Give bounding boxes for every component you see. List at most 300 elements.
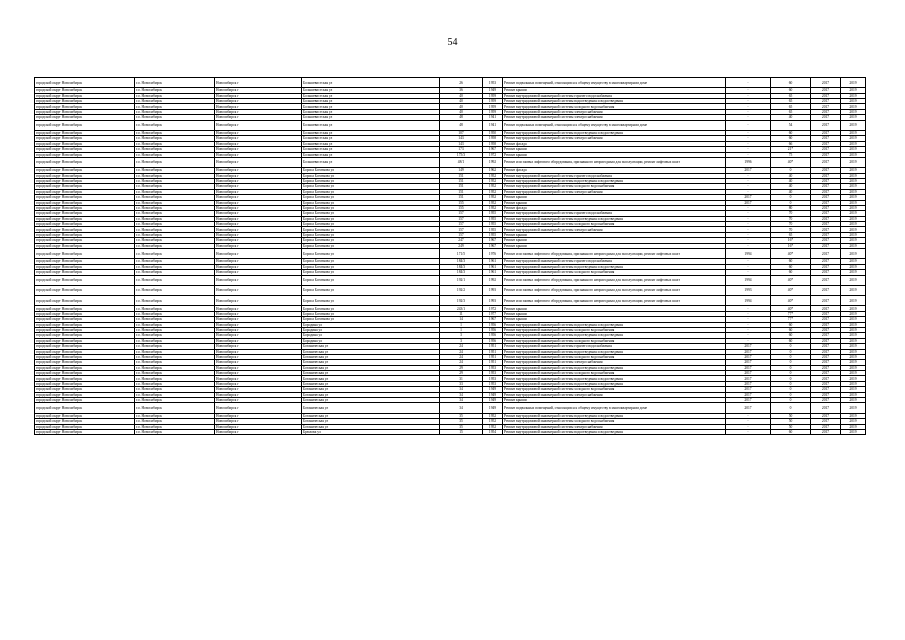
street-cell: Бориса Богаткова ул: [302, 195, 440, 200]
table-row: [35, 429, 866, 434]
district-cell: городской округ Новосибирск: [35, 365, 135, 370]
to-year-cell: 2019: [841, 403, 866, 413]
year-cell: 1955: [483, 222, 503, 227]
street-cell: Большевистская ул: [302, 157, 440, 167]
street-cell: Бориса Богаткова ул: [302, 184, 440, 189]
year-cell: 1952: [483, 413, 503, 418]
cost-cell: -: [726, 259, 771, 264]
to-year-cell: 2019: [841, 264, 866, 269]
house-cell: 184/3: [440, 270, 483, 275]
num-cell: 0: [771, 398, 811, 403]
cost-cell: -: [726, 270, 771, 275]
locality-cell: г.о. Новосибирск: [135, 130, 215, 135]
work-cell: Ремонт внутридомовой инженерной системы горячего водоснабжения: [503, 93, 726, 98]
from-year-cell: 2017: [811, 354, 841, 359]
house-cell: 34: [440, 403, 483, 413]
cost-cell: 2017: [726, 381, 771, 386]
num-cell: 40: [771, 189, 811, 194]
year-cell: 1956: [483, 327, 503, 332]
num-cell: 0: [771, 349, 811, 354]
locality-cell: г.о. Новосибирск: [135, 152, 215, 157]
district-cell: городской округ Новосибирск: [35, 322, 135, 327]
work-cell: Ремонт внутридомовой инженерной системы водоотведения и водоотведения: [503, 216, 726, 221]
locality-cell: г.о. Новосибирск: [135, 93, 215, 98]
locality-cell: г.о. Новосибирск: [135, 381, 215, 386]
year-cell: 1952: [483, 419, 503, 424]
district-cell: городской округ Новосибирск: [35, 392, 135, 397]
street-cell: Бородина ул: [302, 327, 440, 332]
num-cell: 0: [771, 371, 811, 376]
table-row: [35, 403, 866, 413]
year-cell: 1967: [483, 243, 503, 248]
year-cell: 1952: [483, 184, 503, 189]
house-cell: 247: [440, 238, 483, 243]
to-year-cell: 2019: [841, 296, 866, 306]
num-cell: 60: [771, 78, 811, 88]
locality-cell: г.о. Новосибирск: [135, 275, 215, 285]
work-cell: Ремонт или замена лифтового оборудования, признанного непригодным для эксплуатации, ремонт лифтовых шахт: [503, 275, 726, 285]
cost-cell: 2017: [726, 376, 771, 381]
house-cell: 173: [440, 147, 483, 152]
from-year-cell: 2017: [811, 205, 841, 210]
locality-cell: г.о. Новосибирск: [135, 365, 215, 370]
house-cell: 29: [440, 371, 483, 376]
from-year-cell: 2017: [811, 136, 841, 141]
street-cell: Бориса Богаткова ул: [302, 285, 440, 295]
work-cell: Ремонт крыши: [503, 152, 726, 157]
work-cell: Ремонт крыши: [503, 147, 726, 152]
to-year-cell: 2019: [841, 259, 866, 264]
num-cell: 0: [771, 365, 811, 370]
from-year-cell: 2017: [811, 120, 841, 130]
city-cell: Новосибирск г: [215, 211, 302, 216]
from-year-cell: 2017: [811, 371, 841, 376]
locality-cell: г.о. Новосибирск: [135, 296, 215, 306]
city-cell: Новосибирск г: [215, 349, 302, 354]
work-cell: Ремонт внутридомовой инженерной системы электроснабжения: [503, 136, 726, 141]
city-cell: Новосибирск г: [215, 322, 302, 327]
city-cell: Новосибирск г: [215, 306, 302, 311]
from-year-cell: 2017: [811, 296, 841, 306]
num-cell: 60: [771, 136, 811, 141]
house-cell: 11: [440, 311, 483, 316]
capital-repair-table: [34, 77, 866, 435]
cost-cell: 1996: [726, 157, 771, 167]
cost-cell: -: [726, 120, 771, 130]
cost-cell: -: [726, 419, 771, 424]
house-cell: 24: [440, 360, 483, 365]
cost-cell: -: [726, 78, 771, 88]
house-cell: 35: [440, 424, 483, 429]
locality-cell: г.о. Новосибирск: [135, 349, 215, 354]
to-year-cell: 2019: [841, 381, 866, 386]
locality-cell: г.о. Новосибирск: [135, 109, 215, 114]
street-cell: Ботаническая ул: [302, 365, 440, 370]
city-cell: Новосибирск г: [215, 387, 302, 392]
num-cell: 65: [771, 99, 811, 104]
to-year-cell: 2019: [841, 275, 866, 285]
num-cell: 40*: [771, 275, 811, 285]
district-cell: городской округ Новосибирск: [35, 270, 135, 275]
work-cell: Ремонт внутридомовой инженерной системы электроснабжения: [503, 115, 726, 120]
num-cell: 65: [771, 109, 811, 114]
from-year-cell: 2017: [811, 376, 841, 381]
house-cell: 157: [440, 227, 483, 232]
num-cell: 40*: [771, 296, 811, 306]
from-year-cell: 2017: [811, 104, 841, 109]
to-year-cell: 2019: [841, 344, 866, 349]
work-cell: Ремонт внутридомовой инженерной системы электроснабжения: [503, 227, 726, 232]
year-cell: 1949: [483, 398, 503, 403]
city-cell: Новосибирск г: [215, 296, 302, 306]
house-cell: 143: [440, 136, 483, 141]
work-cell: Ремонт фасада: [503, 168, 726, 173]
district-cell: городской округ Новосибирск: [35, 419, 135, 424]
from-year-cell: 2017: [811, 349, 841, 354]
work-cell: Ремонт внутридомовой инженерной системы холодного водоснабжения: [503, 354, 726, 359]
from-year-cell: 2017: [811, 109, 841, 114]
year-cell: 1976: [483, 249, 503, 259]
street-cell: Ботаническая ул: [302, 371, 440, 376]
table-row: [35, 157, 866, 167]
to-year-cell: 2019: [841, 349, 866, 354]
street-cell: Бориса Богаткова ул: [302, 205, 440, 210]
locality-cell: г.о. Новосибирск: [135, 371, 215, 376]
from-year-cell: 2017: [811, 88, 841, 93]
num-cell: 0: [771, 403, 811, 413]
cost-cell: -: [726, 109, 771, 114]
to-year-cell: 2019: [841, 238, 866, 243]
year-cell: 1949: [483, 387, 503, 392]
house-cell: 107: [440, 130, 483, 135]
street-cell: Большевистская ул: [302, 141, 440, 146]
work-cell: Ремонт внутридомовой инженерной системы электроснабжения: [503, 109, 726, 114]
year-cell: 1952: [483, 200, 503, 205]
num-cell: 40: [771, 115, 811, 120]
year-cell: 1949: [483, 392, 503, 397]
num-cell: 0: [771, 381, 811, 386]
house-cell: 157: [440, 211, 483, 216]
num-cell: 65: [771, 93, 811, 98]
num-cell: 0: [771, 168, 811, 173]
year-cell: 1959: [483, 93, 503, 98]
locality-cell: г.о. Новосибирск: [135, 317, 215, 322]
street-cell: Большевистская ул: [302, 152, 440, 157]
num-cell: 60: [771, 270, 811, 275]
street-cell: Бориса Богаткова ул: [302, 317, 440, 322]
cost-cell: -: [726, 184, 771, 189]
house-cell: 151: [440, 195, 483, 200]
city-cell: Новосибирск г: [215, 270, 302, 275]
street-cell: Бориса Богаткова ул: [302, 168, 440, 173]
to-year-cell: 2019: [841, 413, 866, 418]
year-cell: 1952: [483, 178, 503, 183]
house-cell: 24: [440, 344, 483, 349]
district-cell: городской округ Новосибирск: [35, 168, 135, 173]
from-year-cell: 2017: [811, 322, 841, 327]
district-cell: городской округ Новосибирск: [35, 189, 135, 194]
district-cell: городской округ Новосибирск: [35, 227, 135, 232]
work-cell: Ремонт внутридомовой инженерной системы холодного водоснабжения: [503, 419, 726, 424]
to-year-cell: 2019: [841, 227, 866, 232]
from-year-cell: 2017: [811, 360, 841, 365]
city-cell: Новосибирск г: [215, 147, 302, 152]
street-cell: Бориса Богаткова ул: [302, 227, 440, 232]
city-cell: Новосибирск г: [215, 216, 302, 221]
city-cell: Новосибирск г: [215, 354, 302, 359]
work-cell: Ремонт внутридомовой инженерной системы горячего водоснабжения: [503, 211, 726, 216]
year-cell: 1950: [483, 130, 503, 135]
year-cell: 1953: [483, 381, 503, 386]
cost-cell: -: [726, 227, 771, 232]
house-cell: 48: [440, 115, 483, 120]
to-year-cell: 2019: [841, 136, 866, 141]
cost-cell: 1994: [726, 275, 771, 285]
district-cell: городской округ Новосибирск: [35, 317, 135, 322]
city-cell: Новосибирск г: [215, 264, 302, 269]
from-year-cell: 2017: [811, 152, 841, 157]
num-cell: 40*: [771, 157, 811, 167]
to-year-cell: 2019: [841, 371, 866, 376]
year-cell: 1977: [483, 311, 503, 316]
cost-cell: -: [726, 333, 771, 338]
city-cell: Новосибирск г: [215, 232, 302, 237]
num-cell: 60: [771, 338, 811, 343]
to-year-cell: 2019: [841, 147, 866, 152]
city-cell: Новосибирск г: [215, 93, 302, 98]
from-year-cell: 2017: [811, 211, 841, 216]
to-year-cell: 2019: [841, 78, 866, 88]
city-cell: Новосибирск г: [215, 392, 302, 397]
from-year-cell: 2017: [811, 216, 841, 221]
street-cell: Ботаническая ул: [302, 392, 440, 397]
district-cell: городской округ Новосибирск: [35, 349, 135, 354]
city-cell: Новосибирск г: [215, 227, 302, 232]
year-cell: 1961: [483, 264, 503, 269]
num-cell: 40: [771, 173, 811, 178]
year-cell: 1956: [483, 322, 503, 327]
num-cell: 60: [771, 88, 811, 93]
cost-cell: -: [726, 136, 771, 141]
from-year-cell: 2017: [811, 115, 841, 120]
to-year-cell: 2019: [841, 354, 866, 359]
district-cell: городской округ Новосибирск: [35, 222, 135, 227]
house-cell: 175/3: [440, 152, 483, 157]
city-cell: Новосибирск г: [215, 360, 302, 365]
table-row: [35, 285, 866, 295]
house-cell: 34: [440, 398, 483, 403]
to-year-cell: 2019: [841, 168, 866, 173]
year-cell: 1967: [483, 147, 503, 152]
work-cell: Ремонт фасада: [503, 141, 726, 146]
district-cell: городской округ Новосибирск: [35, 130, 135, 135]
to-year-cell: 2019: [841, 311, 866, 316]
district-cell: городской округ Новосибирск: [35, 109, 135, 114]
street-cell: Бородина ул: [302, 333, 440, 338]
num-cell: 0: [771, 387, 811, 392]
house-cell: 40: [440, 109, 483, 114]
work-cell: Ремонт крыши: [503, 238, 726, 243]
city-cell: Новосибирск г: [215, 333, 302, 338]
district-cell: городской округ Новосибирск: [35, 88, 135, 93]
district-cell: городской округ Новосибирск: [35, 99, 135, 104]
street-cell: Бориса Богаткова ул: [302, 200, 440, 205]
cost-cell: 1994: [726, 296, 771, 306]
from-year-cell: 2017: [811, 392, 841, 397]
house-cell: 40: [440, 99, 483, 104]
locality-cell: г.о. Новосибирск: [135, 157, 215, 167]
locality-cell: г.о. Новосибирск: [135, 354, 215, 359]
house-cell: 151: [440, 178, 483, 183]
work-cell: Ремонт фасада: [503, 205, 726, 210]
num-cell: 70: [771, 216, 811, 221]
work-cell: Ремонт внутридомовой инженерной системы горячего водоснабжения: [503, 259, 726, 264]
work-cell: Ремонт внутридомовой инженерной системы холодного водоснабжения: [503, 222, 726, 227]
locality-cell: г.о. Новосибирск: [135, 232, 215, 237]
district-cell: городской округ Новосибирск: [35, 205, 135, 210]
table-row: [35, 275, 866, 285]
to-year-cell: 2019: [841, 392, 866, 397]
district-cell: городской округ Новосибирск: [35, 216, 135, 221]
cost-cell: -: [726, 243, 771, 248]
district-cell: городской округ Новосибирск: [35, 147, 135, 152]
from-year-cell: 2017: [811, 93, 841, 98]
num-cell: 0: [771, 354, 811, 359]
work-cell: Ремонт подвальных помещений, относящихся к общему имуществу в многоквартирном доме: [503, 120, 726, 130]
cost-cell: 1994: [726, 249, 771, 259]
street-cell: Большевистская ул: [302, 115, 440, 120]
street-cell: Большевистская ул: [302, 88, 440, 93]
city-cell: Новосибирск г: [215, 317, 302, 322]
to-year-cell: 2019: [841, 424, 866, 429]
cost-cell: 2017: [726, 354, 771, 359]
city-cell: Новосибирск г: [215, 429, 302, 434]
to-year-cell: 2019: [841, 195, 866, 200]
street-cell: Ботаническая ул: [302, 424, 440, 429]
to-year-cell: 2019: [841, 232, 866, 237]
city-cell: Новосибирск г: [215, 173, 302, 178]
city-cell: Новосибирск г: [215, 327, 302, 332]
locality-cell: г.о. Новосибирск: [135, 424, 215, 429]
from-year-cell: 2017: [811, 173, 841, 178]
to-year-cell: 2019: [841, 104, 866, 109]
cost-cell: -: [726, 413, 771, 418]
city-cell: Новосибирск г: [215, 222, 302, 227]
num-cell: 0: [771, 200, 811, 205]
work-cell: Ремонт подвальных помещений, относящихся к общему имуществу в многоквартирном доме: [503, 403, 726, 413]
city-cell: Новосибирск г: [215, 205, 302, 210]
district-cell: городской округ Новосибирск: [35, 381, 135, 386]
cost-cell: -: [726, 88, 771, 93]
from-year-cell: 2017: [811, 344, 841, 349]
locality-cell: г.о. Новосибирск: [135, 216, 215, 221]
street-cell: Большевистская ул: [302, 93, 440, 98]
district-cell: городской округ Новосибирск: [35, 195, 135, 200]
from-year-cell: 2017: [811, 184, 841, 189]
street-cell: Бориса Богаткова ул: [302, 270, 440, 275]
cost-cell: 2017: [726, 392, 771, 397]
street-cell: Ботаническая ул: [302, 387, 440, 392]
work-cell: Ремонт внутридомовой инженерной системы горячего водоснабжения: [503, 173, 726, 178]
from-year-cell: 2017: [811, 168, 841, 173]
year-cell: 1951: [483, 354, 503, 359]
work-cell: Ремонт крыши: [503, 311, 726, 316]
district-cell: городской округ Новосибирск: [35, 371, 135, 376]
to-year-cell: 2019: [841, 270, 866, 275]
house-cell: 24: [440, 349, 483, 354]
locality-cell: г.о. Новосибирск: [135, 344, 215, 349]
to-year-cell: 2019: [841, 88, 866, 93]
to-year-cell: 2019: [841, 429, 866, 434]
locality-cell: г.о. Новосибирск: [135, 327, 215, 332]
locality-cell: г.о. Новосибирск: [135, 413, 215, 418]
work-cell: Ремонт внутридомовой инженерной системы холодного водоснабжения: [503, 184, 726, 189]
cost-cell: -: [726, 104, 771, 109]
district-cell: городской округ Новосибирск: [35, 333, 135, 338]
city-cell: Новосибирск г: [215, 311, 302, 316]
district-cell: городской округ Новосибирск: [35, 141, 135, 146]
work-cell: Ремонт крыши: [503, 232, 726, 237]
to-year-cell: 2019: [841, 120, 866, 130]
district-cell: городской округ Новосибирск: [35, 275, 135, 285]
locality-cell: г.о. Новосибирск: [135, 205, 215, 210]
street-cell: Бориса Богаткова ул: [302, 259, 440, 264]
work-cell: Ремонт внутридомовой инженерной системы электроснабжения: [503, 424, 726, 429]
cost-cell: -: [726, 222, 771, 227]
house-cell: 157: [440, 222, 483, 227]
num-cell: 50: [771, 419, 811, 424]
cost-cell: -: [726, 424, 771, 429]
house-cell: 151: [440, 184, 483, 189]
num-cell: 70: [771, 222, 811, 227]
cost-cell: -: [726, 115, 771, 120]
house-cell: 171/5: [440, 249, 483, 259]
street-cell: Бориса Богаткова ул: [302, 249, 440, 259]
cost-cell: -: [726, 317, 771, 322]
street-cell: Бориса Богаткова ул: [302, 173, 440, 178]
district-cell: городской округ Новосибирск: [35, 424, 135, 429]
to-year-cell: 2019: [841, 173, 866, 178]
work-cell: Ремонт внутридомовой инженерной системы водоотведения и водоотведения: [503, 99, 726, 104]
locality-cell: г.о. Новосибирск: [135, 184, 215, 189]
locality-cell: г.о. Новосибирск: [135, 311, 215, 316]
city-cell: Новосибирск г: [215, 184, 302, 189]
from-year-cell: 2017: [811, 222, 841, 227]
city-cell: Новосибирск г: [215, 157, 302, 167]
year-cell: 1952: [483, 195, 503, 200]
street-cell: Бориса Богаткова ул: [302, 178, 440, 183]
year-cell: 1961: [483, 259, 503, 264]
district-cell: городской округ Новосибирск: [35, 398, 135, 403]
street-cell: Ботаническая ул: [302, 381, 440, 386]
house-cell: 35: [440, 413, 483, 418]
year-cell: 1967: [483, 317, 503, 322]
street-cell: Большевистская ул: [302, 109, 440, 114]
work-cell: Ремонт внутридомовой инженерной системы холодного водоснабжения: [503, 104, 726, 109]
locality-cell: г.о. Новосибирск: [135, 78, 215, 88]
year-cell: 1958: [483, 141, 503, 146]
num-cell: 60: [771, 130, 811, 135]
street-cell: Большевистская ул: [302, 104, 440, 109]
locality-cell: г.о. Новосибирск: [135, 270, 215, 275]
locality-cell: г.о. Новосибирск: [135, 173, 215, 178]
locality-cell: г.о. Новосибирск: [135, 222, 215, 227]
to-year-cell: 2019: [841, 365, 866, 370]
year-cell: 1993: [483, 285, 503, 295]
cost-cell: -: [726, 238, 771, 243]
year-cell: 1953: [483, 376, 503, 381]
locality-cell: г.о. Новосибирск: [135, 136, 215, 141]
